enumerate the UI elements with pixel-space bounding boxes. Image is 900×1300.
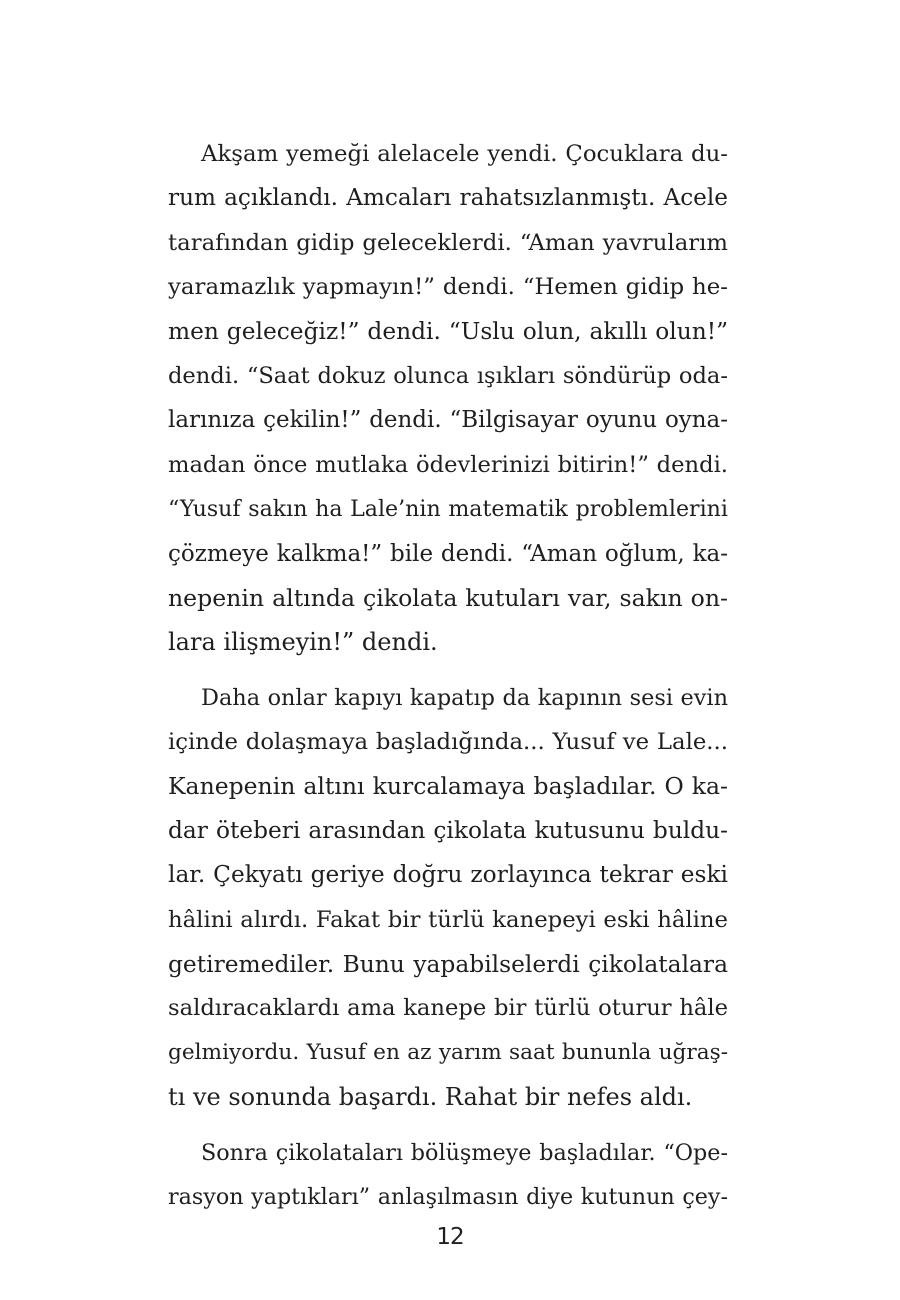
text-line: madan önce mutlaka ödevlerinizi bitirin!” dendi. <box>168 451 728 478</box>
text-line: içinde dolaşmaya başladığında... Yusuf ve Lale... <box>168 729 728 756</box>
text-line: Sonra çikolataları bölüşmeye başladılar. “Ope- <box>201 1139 728 1166</box>
paragraph <box>168 676 728 1120</box>
text-line: dar öteberi arasından çikolata kutusunu buldu- <box>168 816 728 844</box>
text-line: dendi. “Saat dokuz olunca ışıkları söndürüp oda- <box>168 362 728 389</box>
text-line: men geleceğiz!” dendi. “Uslu olun, akıllı olun!” <box>168 317 728 345</box>
text-line: Akşam yemeği alelacele yendi. Çocuklara du- <box>201 141 728 167</box>
text-line: lar. Çekyatı geriye doğru zorlayınca tekrar eski <box>168 861 728 889</box>
text-line: hâlini alırdı. Fakat bir türlü kanepeyi eski hâline <box>168 906 728 933</box>
text-line: getiremediler. Bunu yapabilselerdi çikolatalara <box>168 950 728 979</box>
text-line: larınıza çekilin!” dendi. “Bilgisayar oyunu oyna- <box>168 407 728 434</box>
text-line: Kanepenin altını kurcalamaya başladılar. O ka- <box>168 772 728 801</box>
text-line: rasyon yaptıkları” anlaşılmasın diye kutunun çey- <box>168 1183 728 1210</box>
text-line: gelmiyordu. Yusuf en az yarım saat bununla uğraş- <box>168 1039 728 1065</box>
text-line: saldıracaklardı ama kanepe bir türlü oturur hâle <box>168 995 728 1022</box>
text-line: tı ve sonunda başardı. Rahat bir nefes aldı. <box>168 1083 693 1112</box>
text-line: lara ilişmeyin!” dendi. <box>168 628 438 657</box>
text-line: Daha onlar kapıyı kapatıp da kapının sesi evin <box>201 684 728 711</box>
text-line: yaramazlık yapmayın!” dendi. “Hemen gidip he- <box>168 274 728 301</box>
paragraph <box>168 1131 728 1220</box>
text-line: “Yusuf sakın ha Lale’nin matematik problemlerini <box>168 496 728 523</box>
body-text <box>168 132 728 1230</box>
text-line: çözmeye kalkma!” bile dendi. “Aman oğlum, ka- <box>168 540 728 567</box>
text-line: rum açıklandı. Amcaları rahatsızlanmıştı. Acele <box>168 184 728 212</box>
text-line: tarafından gidip geleceklerdi. “Aman yavrularım <box>168 229 728 256</box>
page-number: 12 <box>436 1224 464 1250</box>
text-line: nepenin altında çikolata kutuları var, sakın on- <box>168 583 728 612</box>
paragraph <box>168 132 728 665</box>
